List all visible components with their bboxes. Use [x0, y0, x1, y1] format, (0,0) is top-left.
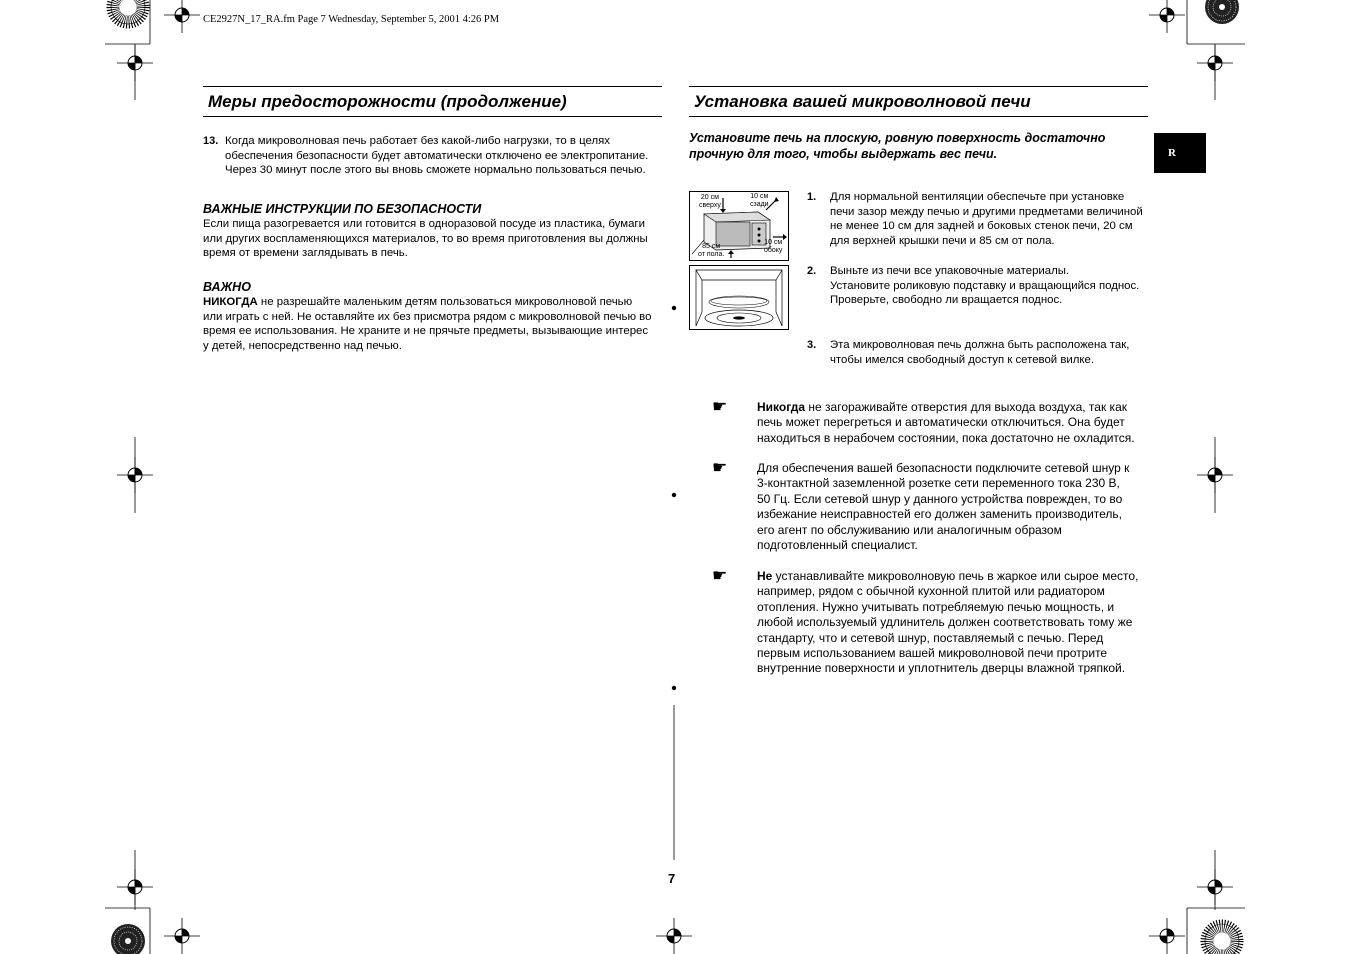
text-line: Проверьте, свободно ли вращается поднос. [830, 294, 1063, 306]
hand-pointer-icon: ☛ [712, 458, 728, 477]
text-line: обеспечения безопасности будет автоматически отключено ее электропитание. [225, 149, 649, 162]
text-line: Когда микроволновая печь работает без какой-либо нагрузки, то в целях [225, 135, 610, 147]
text-line: Для обеспечения вашей безопасности подключите сетевой шнур к [757, 461, 1130, 475]
file-info-header: CE2927N_17_RA.fm Page 7 Wednesday, September 5, 2001 4:26 PM [203, 14, 500, 25]
text-line: находиться в нерабочем состоянии, пока достаточно не охладится. [757, 430, 1135, 445]
text-line: печи зазор между печью и другими предметами величиной [830, 205, 1143, 218]
step-1-text [830, 190, 1152, 248]
corner-starburst-br [1205, 924, 1239, 954]
text-line: Эта микроволновая печь должна быть расположена так, [830, 339, 1130, 351]
text-line: у детей, непосредственно над печью. [203, 339, 402, 352]
step-1-number: 1. [807, 191, 817, 203]
item-13-number: 13. [203, 135, 219, 147]
label-floor: 85 см от пола. [698, 243, 725, 258]
text-line: подготовленный специалист. [757, 538, 918, 553]
text-line: печь может перегреться и автоматически отключиться. Она будет [757, 415, 1125, 430]
text-line: Установите роликовую подставку и вращающийся поднос. [830, 279, 1140, 292]
text-line: 50 Гц. Если сетевой шнур у данного устройства поврежден, то во [757, 491, 1123, 506]
clearance-diagram [689, 191, 789, 261]
text-line: Если пища разогревается или готовится в одноразовой посуде из пластика, бумаги [203, 218, 645, 230]
text-line: прочную для того, чтобы выдержать вес печи. [689, 147, 998, 161]
text-line: время ее использования. Не храните и не прячьте предметы, вызывающие интерес [203, 325, 649, 337]
bold-word: Никогда [757, 400, 806, 414]
text-line: устанавливайте микроволновую печь в жаркое или сырое место, [772, 569, 1139, 583]
step-2-number: 2. [807, 265, 817, 277]
install-intro [689, 130, 1105, 162]
text-line: не разрешайте маленьким детям пользоваться микроволновой печью [257, 296, 633, 308]
text-line: для верхней крышки печи и 85 см от пола. [830, 234, 1055, 247]
text-line: внутренние поверхности и уплотнитель дверцы влажной тряпкой. [757, 661, 1126, 676]
language-tab: R [1154, 133, 1206, 173]
bold-word: Не [757, 569, 773, 583]
text-line: или играть с ней. Не оставляйте их без присмотра рядом с микроволновой печью во [203, 310, 652, 323]
text-line: Для нормальной вентиляции обеспечьте при установке [830, 191, 1125, 203]
text-line: избежание неисправностей его должен заменить производитель, [757, 507, 1122, 522]
text-line: Выньте из печи все упаковочные материалы. [830, 265, 1070, 277]
text-line: его агент по обслуживанию или аналогичным образом [757, 522, 1062, 537]
item-13-text [225, 134, 665, 178]
page-number: 7 [668, 871, 676, 886]
hand-pointer-icon: ☛ [712, 397, 728, 416]
label-side: 10 см обоку [764, 239, 783, 254]
corner-starburst-tl [111, 0, 145, 24]
corner-starburst-tr [1205, 0, 1239, 24]
important-heading: ВАЖНО [203, 280, 251, 294]
step-2-text [830, 264, 1152, 308]
text-line: Через 30 минут после этого вы вновь сможете нормально пользоваться печью. [225, 164, 646, 176]
safety-text [203, 217, 665, 261]
text-line: чтобы имелся свободный доступ к сетевой вилке. [830, 353, 1095, 366]
text-line: стандарту, что и сетевой шнур, поставляемый с печью. Перед [757, 630, 1104, 645]
bold-never: НИКОГДА [203, 296, 258, 308]
text-line: или других воспламеняющихся материалов, то во время приготовления вы должны [203, 232, 648, 245]
step-3-text [830, 338, 1152, 367]
text-line: любой используемый удлинитель должен соответствовать тому же [757, 615, 1133, 630]
text-line: отопления. Нужно учитывать потребляемую печью мощность, и [757, 599, 1115, 614]
text-line: первым использованием вашей микроволновой печи протрите [757, 646, 1108, 661]
label-top: 20 см сверху [699, 194, 721, 209]
text-line: время от времени заглядывать в печь. [203, 247, 408, 259]
step-3-number: 3. [807, 339, 817, 351]
label-behind: 10 см сзади [750, 193, 769, 208]
right-section-title: Установка вашей микроволновой печи [689, 86, 1148, 117]
corner-starburst-bl [111, 924, 145, 954]
text-line: например, рядом с обычной кухонной плитой или радиатором [757, 584, 1105, 599]
safety-heading: ВАЖНЫЕ ИНСТРУКЦИИ ПО БЕЗОПАСНОСТИ [203, 202, 482, 216]
text-line: не менее 10 см для задней и боковых стенок печи, 20 см [830, 220, 1133, 232]
text-line: 3-контактной заземленной розетке сети переменного тока 230 В, [757, 476, 1120, 491]
note-1-text [757, 400, 1149, 446]
left-section-title: Меры предосторожности (продолжение) [203, 86, 662, 117]
hand-pointer-icon: ☛ [712, 566, 728, 585]
text-line: не загораживайте отверстия для выхода воздуха, так как [805, 400, 1127, 414]
note-3-text [757, 569, 1149, 677]
important-text [203, 295, 665, 353]
note-2-text [757, 461, 1149, 553]
turntable-illustration [690, 266, 788, 329]
turntable-diagram [689, 265, 789, 330]
text-line: Установите печь на плоскую, ровную поверхность достаточно [689, 131, 1106, 145]
